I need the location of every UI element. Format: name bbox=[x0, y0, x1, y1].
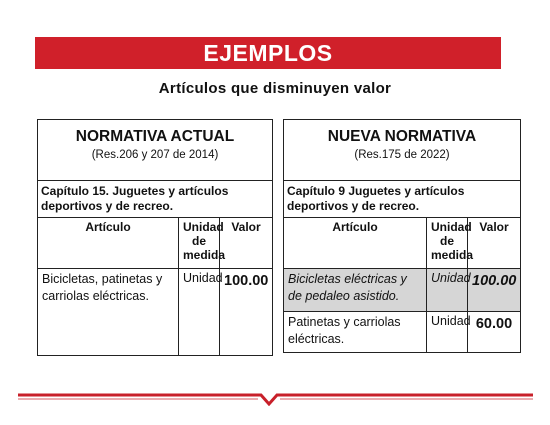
subtitle: Artículos que disminuyen valor bbox=[158, 80, 392, 97]
column-header-unit: Unidad de medida bbox=[179, 218, 220, 269]
column-header-unit: Unidad de medida bbox=[427, 218, 468, 269]
value-cell: 100.00 bbox=[468, 269, 521, 312]
table-row bbox=[38, 269, 273, 356]
banner-title: EJEMPLOS bbox=[203, 40, 333, 66]
new-chapter: Capítulo 9 Juguetes y artículos deportivos y de recreo. bbox=[284, 181, 521, 218]
current-chapter: Capítulo 15. Juguetes y artículos deportivos y de recreo. bbox=[38, 181, 273, 218]
unit-cell: Unidad bbox=[427, 312, 468, 353]
article-cell: Bicicletas eléctricas y de pedaleo asistido. bbox=[284, 269, 427, 312]
column-header-value: Valor bbox=[468, 218, 521, 269]
current-regulation-header bbox=[38, 120, 273, 181]
value-cell: 60.00 bbox=[468, 312, 521, 353]
column-header-article: Artículo bbox=[38, 218, 179, 269]
table-row-highlighted bbox=[284, 269, 521, 312]
column-header-value: Valor bbox=[220, 218, 273, 269]
article-cell: Patinetas y carriolas eléctricas. bbox=[284, 312, 427, 353]
column-header-article: Artículo bbox=[284, 218, 427, 269]
new-regulation-reference: (Res.175 de 2022) bbox=[354, 149, 450, 161]
value-cell: 100.00 bbox=[220, 269, 273, 356]
title-banner bbox=[35, 37, 501, 69]
current-regulation-table bbox=[37, 119, 273, 356]
table-row bbox=[284, 312, 521, 353]
article-cell: Bicicletas, patinetas y carriolas eléctricas. bbox=[38, 269, 179, 356]
new-regulation-title: NUEVA NORMATIVA bbox=[327, 128, 477, 145]
new-regulation-table bbox=[283, 119, 521, 353]
new-regulation-header bbox=[284, 120, 521, 181]
current-regulation-title: NORMATIVA ACTUAL bbox=[75, 128, 235, 145]
current-regulation-reference: (Res.206 y 207 de 2014) bbox=[91, 149, 219, 161]
footer-divider bbox=[18, 392, 533, 406]
unit-cell: Unidad bbox=[179, 269, 220, 356]
unit-cell: Unidad bbox=[427, 269, 468, 312]
